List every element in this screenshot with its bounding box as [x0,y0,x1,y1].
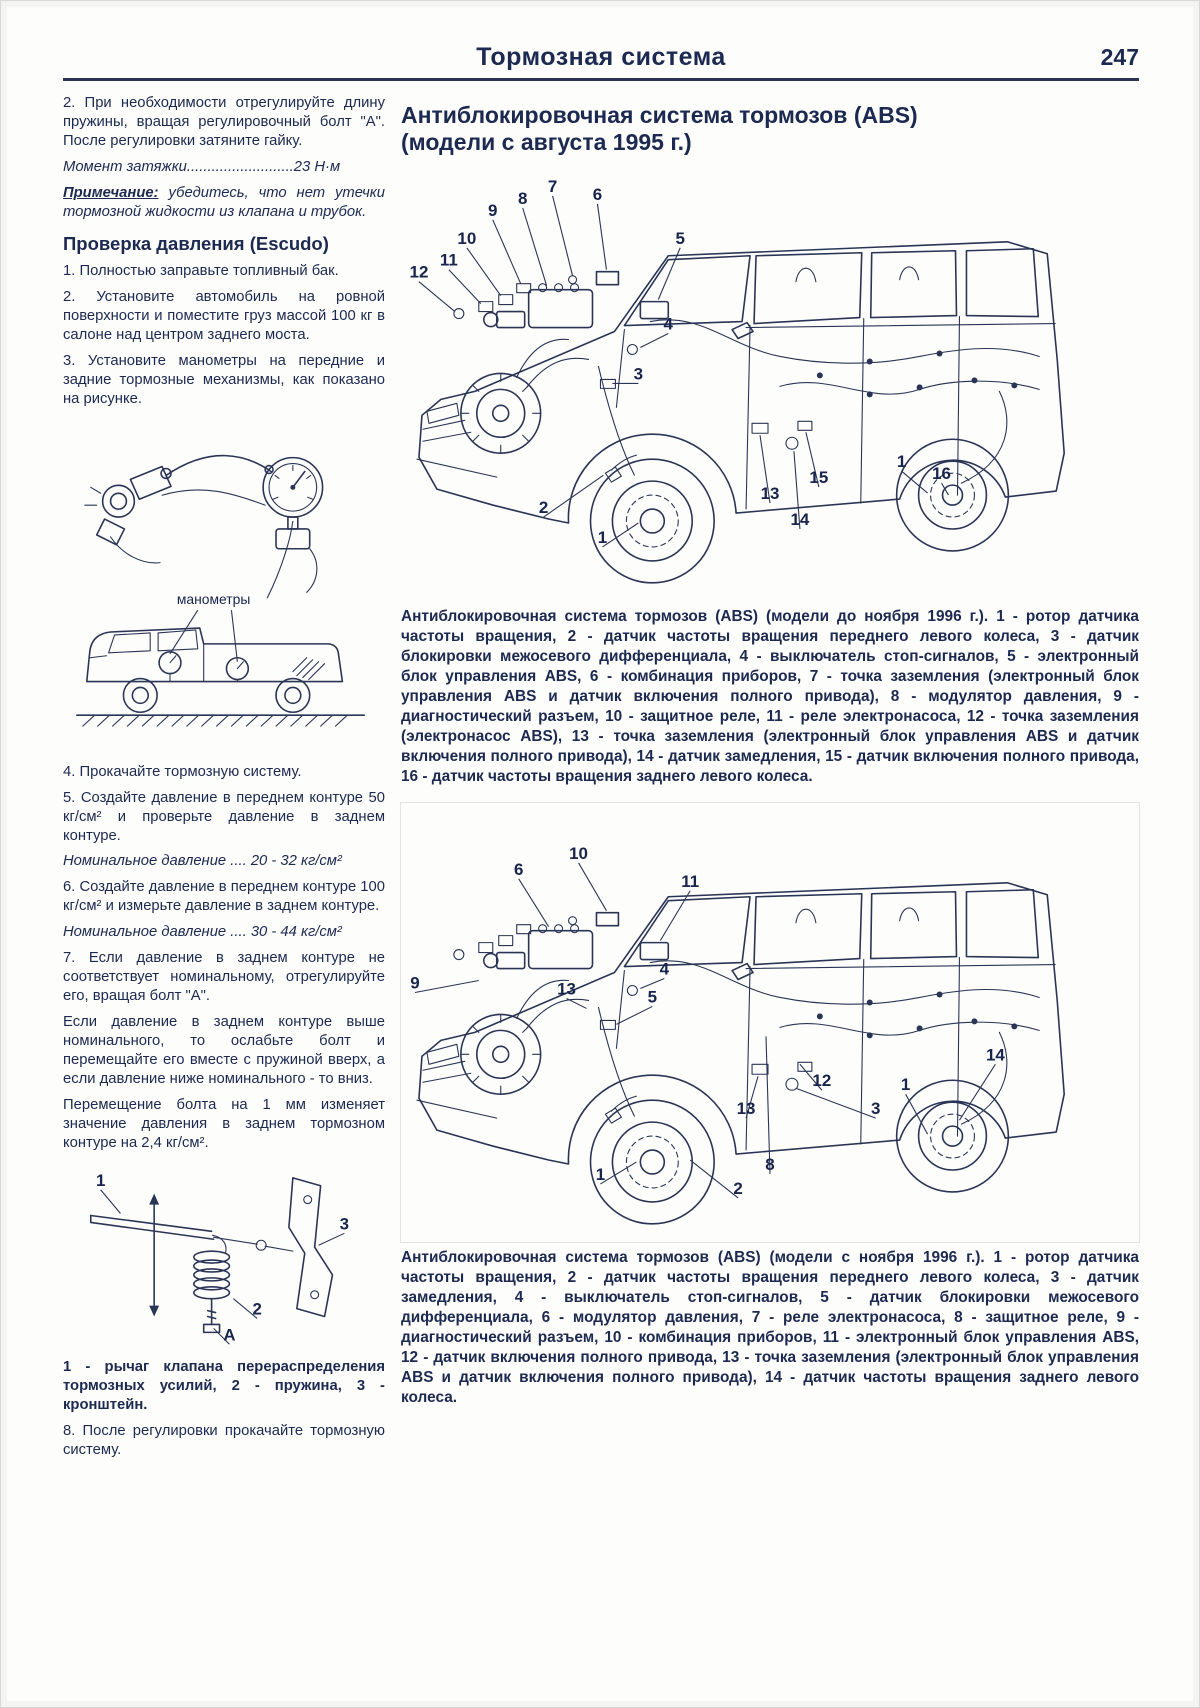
content-columns [63,94,1139,1467]
nominal-pressure-1: Номинальное давление .... 20 - 32 кг/см² [63,853,342,870]
note [63,184,385,222]
svg-text:12: 12 [812,1071,832,1091]
heading-line-1: Антиблокировочная система тормозов (ABS) [401,102,918,128]
svg-text:2: 2 [733,1179,743,1199]
step-7c: Перемещение болта на 1 мм изменяет значение давления в заднем тормозном контуре на 2,4 кг/см². [63,1096,385,1151]
svg-text:1: 1 [597,528,608,548]
svg-text:7: 7 [547,177,558,197]
svg-text:10: 10 [457,229,477,249]
svg-text:1: 1 [896,452,907,472]
svg-text:11: 11 [439,250,458,270]
left-column [63,94,385,1467]
step-5: 5. Создайте давление в переднем контуре 50 кг/см² и проверьте давление в заднем контуре. [63,789,385,844]
step-2: 2. Установите автомобиль на ровной поверхности и поместите груз массой 100 кг в салоне над центром заднего моста. [63,289,385,344]
svg-text:1: 1 [595,1165,606,1185]
abs-diagram-1995 [401,162,1139,601]
svg-text:6: 6 [592,185,603,205]
paragraph-adjust: 2. При необходимости отрегулируйте длину пружины, вращая регулировочный болт "А". После регулировки затяните гайку. [63,95,385,149]
step-6: 6. Создайте давление в переднем контуре 100 кг/см² и измерьте давление в заднем контуре. [63,879,385,915]
step-1: 1. Полностью заправьте топливный бак. [63,263,339,280]
svg-text:А: А [223,1324,236,1344]
abs-1996-caption: Антиблокировочная система тормозов (ABS) (модели с ноября 1996 г.). 1 - ротор датчика частоты вращения, 2 - датчик частоты вращения переднего левого колеса, 3 - датчик замедления, 4 - выключатель стоп-сигналов, 5 - датчик блокировки межосевого дифференциала, 6 - модулятор давления, 7 - реле электронасоса, 8 - защитное реле, 9 - диагностический разъем, 10 - комбинация приборов, 11 - электронный блок управления ABS, 12 - датчик включения полного привода, 13 - точка заземления (электронный блок управления ABS и датчик включения полного привода), 14 - датчик частоты вращения заднего левого колеса. [401,1248,1139,1407]
page-number: 247 [1100,44,1139,70]
page-title: Тормозная система [476,43,726,71]
figure-pressure-gauges [63,416,385,753]
svg-text:9: 9 [488,201,498,221]
svg-text:6: 6 [513,859,524,879]
section-heading [401,102,1139,156]
svg-text:3: 3 [870,1099,881,1119]
svg-text:16: 16 [932,464,951,484]
pressure-gauges-diagram [63,416,385,753]
torque-spec: Момент затяжки..........................23 Н·м [63,158,341,175]
svg-text:3: 3 [633,364,644,384]
svg-text:10: 10 [569,844,588,864]
proportioning-valve-diagram [63,1160,385,1348]
step-4: 4. Прокачайте тормозную систему. [63,763,302,780]
page-header [63,43,1139,81]
svg-text:14: 14 [985,1045,1005,1065]
section-title: Проверка давления (Escudo) [63,232,329,254]
note-label: Примечание: [63,184,159,201]
svg-text:9: 9 [410,973,420,993]
svg-text:4: 4 [659,959,670,979]
step-7: 7. Если давление в заднем контуре не соответствует номинальному, отрегулируйте его, вращая болт "А". [63,950,385,1005]
svg-text:13: 13 [736,1099,756,1119]
svg-text:4: 4 [663,314,673,334]
svg-text:13: 13 [557,979,576,999]
svg-text:2: 2 [252,1299,262,1319]
svg-text:8: 8 [517,189,528,209]
heading-line-2: (модели с августа 1995 г.) [401,129,692,156]
svg-text:13: 13 [760,484,780,504]
svg-text:8: 8 [765,1155,775,1175]
svg-text:15: 15 [809,468,829,488]
svg-text:1: 1 [900,1075,911,1095]
step-3: 3. Установите манометры на передние и задние тормозные механизмы, как показано на рисунке. [63,353,385,407]
step-8: 8. После регулировки прокачайте тормозную систему. [63,1422,385,1458]
right-column [401,94,1139,1467]
abs-diagram-1996 [401,803,1139,1242]
step-7b: Если давление в заднем контуре выше номинального, то ослабьте болт и перемещайте его вместе с пружиной вверх, а если давление ниже номинального - то вниз. [63,1014,385,1087]
gauges-label: манометры [176,591,251,608]
svg-text:2: 2 [538,498,549,518]
figure-proportioning-valve [63,1160,385,1348]
svg-text:11: 11 [681,871,700,891]
svg-text:1: 1 [95,1170,106,1190]
svg-text:14: 14 [790,510,810,530]
valve-figure-caption: 1 - рычаг клапана перераспределения тормозных усилий, 2 - пружина, 3 - кронштейн. [63,1358,385,1413]
svg-text:12: 12 [409,262,429,282]
note-text: убедитесь, что нет утечки тормозной жидкости из клапана и трубок. [63,184,385,220]
nominal-pressure-2: Номинальное давление .... 30 - 44 кг/см² [63,924,342,941]
svg-text:5: 5 [675,229,685,249]
svg-text:5: 5 [647,987,658,1007]
abs-1995-caption: Антиблокировочная система тормозов (ABS) (модели до ноября 1996 г.). 1 - ротор датчика частоты вращения, 2 - датчик частоты вращения переднего левого колеса, 3 - датчик блокировки межосевого дифференциала, 4 - выключатель стоп-сигналов, 5 - электронный блок управления ABS, 6 - комбинация приборов, 7 - точка заземления (электронный блок управления ABS и датчик включения полного привода), 8 - модулятор давления, 9 - диагностический разъем, 10 - защитное реле, 11 - реле электронасоса, 12 - точка заземления (электронасос ABS), 13 - точка заземления (электронный блок управления ABS и датчик включения полного привода), 14 - датчик замедления, 15 - датчик включения полного привода, 16 - датчик частоты вращения заднего левого колеса. [401,608,1139,786]
svg-text:3: 3 [339,1213,350,1233]
